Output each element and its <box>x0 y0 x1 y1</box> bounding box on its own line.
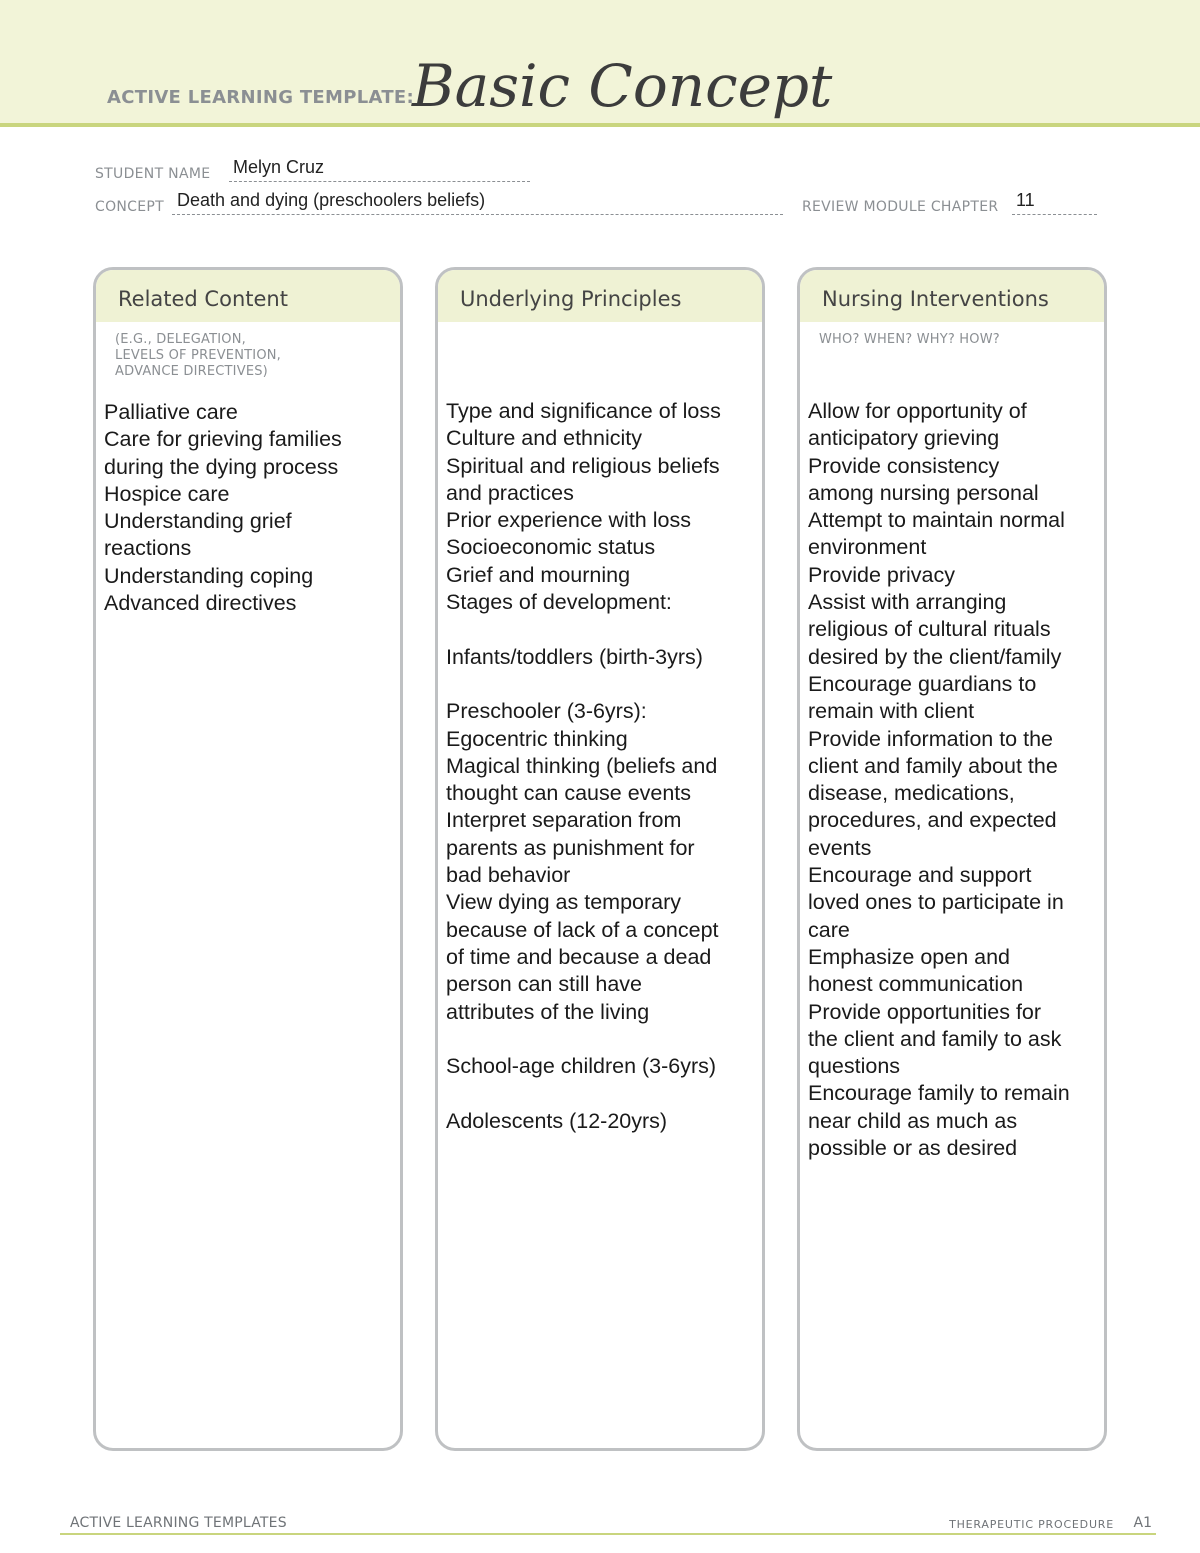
text-line: View dying as temporary <box>446 890 682 915</box>
text-line: Magical thinking (beliefs and <box>446 753 718 778</box>
text-line: Type and significance of loss <box>446 399 721 423</box>
text-line: parents as punishment for <box>446 835 695 860</box>
text-line: Assist with arranging <box>808 590 1007 615</box>
text-line: the client and family to ask <box>808 1026 1062 1051</box>
text-line: near child as much as <box>808 1108 1018 1133</box>
text-line: Encourage and support <box>808 863 1032 888</box>
related-content-panel <box>93 267 403 1451</box>
text-line: Spiritual and religious beliefs <box>446 453 720 478</box>
interventions-hint-line: WHO? WHEN? WHY? HOW? <box>819 332 1000 347</box>
text-line: remain with client <box>808 699 975 724</box>
text-line: Provide privacy <box>808 562 955 587</box>
text-line: client and family about the <box>808 753 1058 778</box>
chapter-label: REVIEW MODULE CHAPTER <box>802 199 999 215</box>
text-line: of time and because a dead <box>446 944 712 969</box>
text-line: Understanding grief <box>104 509 292 534</box>
text-line: Hospice care <box>104 481 230 506</box>
underlying-principles-list[interactable] <box>446 398 758 1135</box>
text-line: Socioeconomic status <box>446 535 656 560</box>
related-hint-line: (E.G., DELEGATION, <box>115 332 246 347</box>
text-line: loved ones to participate in <box>808 890 1064 915</box>
text-line: and practices <box>446 480 574 505</box>
text-line <box>446 1026 758 1053</box>
text-line: Egocentric thinking <box>446 726 628 751</box>
underlying-principles-panel <box>435 267 765 1451</box>
text-line: reactions <box>104 536 192 561</box>
text-line: procedures, and expected <box>808 808 1057 833</box>
text-line: questions <box>808 1054 901 1079</box>
text-line <box>446 1080 758 1107</box>
student-name-label: STUDENT NAME <box>95 166 211 182</box>
text-line: Prior experience with loss <box>446 508 691 533</box>
related-content-hint <box>96 322 400 380</box>
nursing-interventions-list[interactable] <box>808 398 1100 1162</box>
student-name-field[interactable]: Melyn Cruz <box>233 157 325 177</box>
related-content-heading: Related Content <box>96 270 400 322</box>
nursing-interventions-panel <box>797 267 1107 1451</box>
nursing-interventions-hint <box>800 322 1104 348</box>
text-line: person can still have <box>446 972 642 997</box>
footer-series-title: ACTIVE LEARNING TEMPLATES <box>70 1515 287 1531</box>
text-line: environment <box>808 535 927 560</box>
text-line: Infants/toddlers (birth-3yrs) <box>446 644 703 669</box>
text-line: care <box>808 917 850 942</box>
text-line: Provide information to the <box>808 726 1053 751</box>
text-line: among nursing personal <box>808 480 1039 505</box>
text-line <box>446 616 758 643</box>
concept-label: CONCEPT <box>95 199 164 215</box>
text-line: thought can cause events <box>446 781 692 806</box>
template-title: Basic Concept <box>412 52 833 120</box>
chapter-line <box>1012 214 1097 215</box>
text-line: Stages of development: <box>446 590 672 615</box>
text-line: Preschooler (3-6yrs): <box>446 699 647 724</box>
concept-line <box>172 214 783 215</box>
text-line: Attempt to maintain normal <box>808 508 1065 533</box>
text-line: events <box>808 835 872 860</box>
text-line: because of lack of a concept <box>446 917 719 942</box>
text-line: Allow for opportunity of <box>808 399 1027 423</box>
text-line <box>446 671 758 698</box>
footer-template-type: THERAPEUTIC PROCEDURE <box>949 1518 1114 1531</box>
text-line: desired by the client/family <box>808 644 1062 669</box>
footer-divider <box>60 1533 1156 1535</box>
text-line: Provide consistency <box>808 453 1000 478</box>
related-content-list[interactable] <box>104 399 396 617</box>
text-line: Emphasize open and <box>808 944 1011 969</box>
text-line: attributes of the living <box>446 999 650 1024</box>
related-hint-line: ADVANCE DIRECTIVES) <box>115 364 268 379</box>
text-line: School-age children (3-6yrs) <box>446 1054 717 1079</box>
text-line: during the dying process <box>104 454 339 479</box>
text-line: Culture and ethnicity <box>446 426 642 451</box>
text-line: honest communication <box>808 972 1024 997</box>
text-line: disease, medications, <box>808 781 1015 806</box>
text-line: Interpret separation from <box>446 808 682 833</box>
footer-page-number: A1 <box>1133 1515 1152 1531</box>
text-line: Encourage family to remain <box>808 1081 1070 1106</box>
text-line: Understanding coping <box>104 563 314 588</box>
student-name-line <box>229 181 530 182</box>
nursing-interventions-heading: Nursing Interventions <box>800 270 1104 322</box>
text-line: Care for grieving families <box>104 427 342 452</box>
underlying-principles-heading: Underlying Principles <box>438 270 762 322</box>
text-line: Adolescents (12-20yrs) <box>446 1108 668 1133</box>
chapter-field[interactable]: 11 <box>1016 190 1035 210</box>
text-line: anticipatory grieving <box>808 426 1000 451</box>
text-line: Grief and mourning <box>446 562 631 587</box>
concept-field[interactable]: Death and dying (preschoolers beliefs) <box>177 190 486 210</box>
template-label: ACTIVE LEARNING TEMPLATE: <box>107 87 414 108</box>
text-line: possible or as desired <box>808 1136 1018 1161</box>
related-hint-line: LEVELS OF PREVENTION, <box>115 348 282 363</box>
text-line: Encourage guardians to <box>808 671 1037 696</box>
text-line: religious of cultural rituals <box>808 617 1051 642</box>
header-divider <box>0 123 1200 127</box>
text-line: Advanced directives <box>104 591 297 616</box>
text-line: Provide opportunities for <box>808 999 1042 1024</box>
text-line: Palliative care <box>104 400 238 424</box>
text-line: bad behavior <box>446 863 571 888</box>
